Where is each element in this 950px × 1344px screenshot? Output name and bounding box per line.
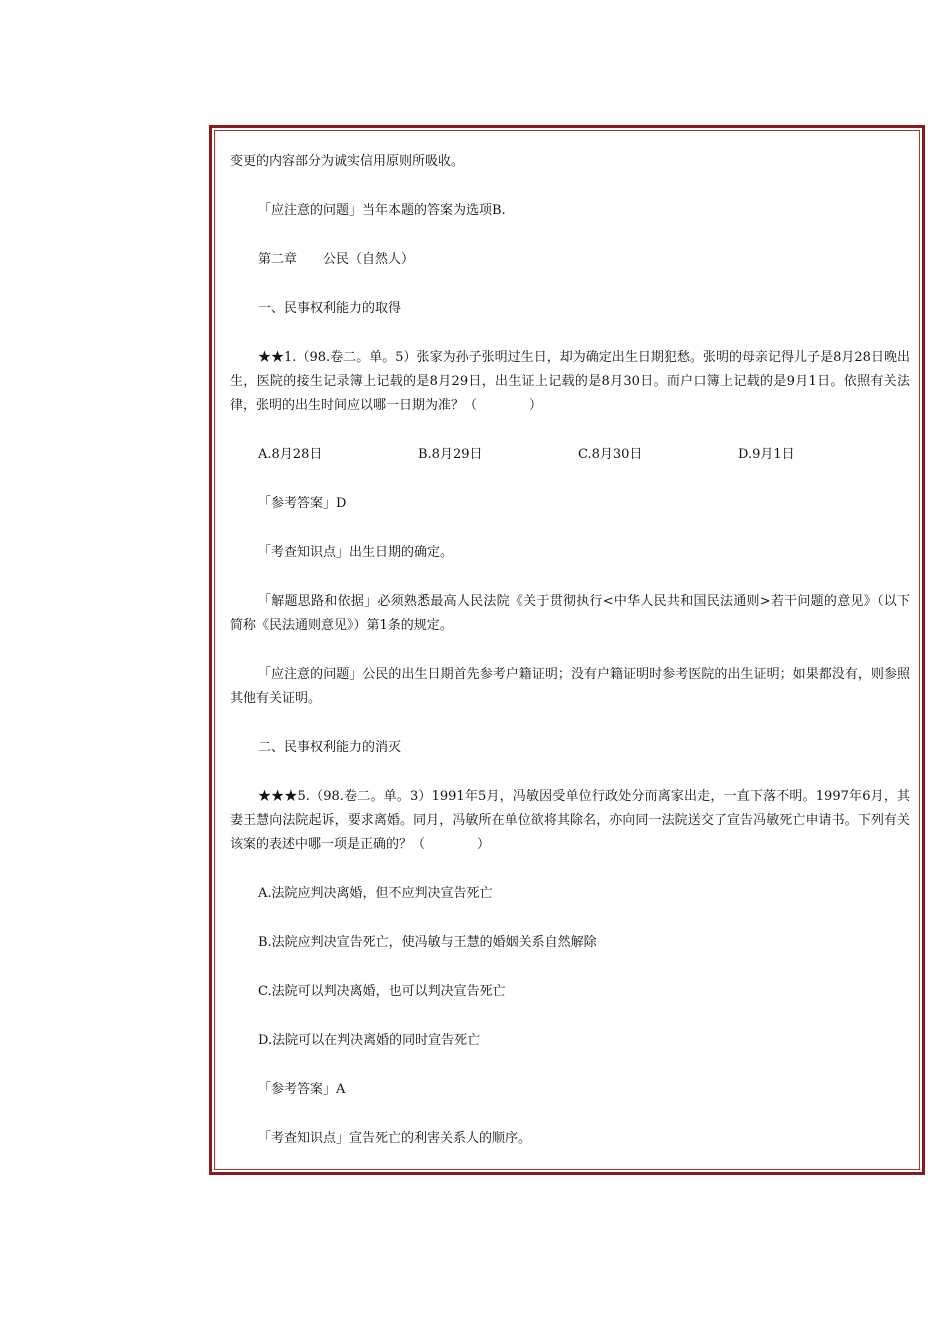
question-1-knowledge-point: 「考查知识点」出生日期的确定。 [258, 545, 454, 560]
section-heading-1: 一、民事权利能力的取得 [258, 301, 402, 316]
question-1: ★★1.（98.卷二。单。5）张家为孙子张明过生日，却为确定出生日期犯愁。张明的母亲记得儿子是8月28日晚出生，医院的接生记录簿上记载的是8月29日，出生证上记载的是8月30日。而户口簿上记载的是9月1日。依照有关法律，张明的出生时间应以哪一日期为准？（ ） [230, 350, 910, 413]
question-5-option-a: A.法院应判决离婚，但不应判决宣告死亡 [258, 886, 493, 901]
question-5-knowledge-point: 「考查知识点」宣告死亡的利害关系人的顺序。 [258, 1131, 532, 1146]
question-5-answer: 「参考答案」A [258, 1082, 346, 1097]
document-content [230, 150, 910, 1176]
question-1-option-b: B.8月29日 [418, 447, 483, 462]
paragraph-intro: 变更的内容部分为诚实信用原则所吸收。 [230, 154, 465, 169]
question-1-option-a: A.8月28日 [258, 447, 323, 462]
question-1-answer: 「参考答案」D [258, 496, 347, 511]
question-1-options [230, 443, 910, 467]
question-1-attention: 「应注意的问题」公民的出生日期首先参考户籍证明；没有户籍证明时参考医院的出生证明；如果都没有，则参照其他有关证明。 [230, 667, 910, 706]
question-1-option-d: D.9月1日 [738, 447, 795, 462]
question-5-option-c: C.法院可以判决离婚，也可以判决宣告死亡 [258, 984, 506, 999]
question-5-option-d: D.法院可以在判决离婚的同时宣告死亡 [258, 1033, 481, 1048]
chapter-heading: 第二章 公民（自然人） [258, 252, 415, 267]
question-1-reasoning: 「解题思路和依据」必须熟悉最高人民法院《关于贯彻执行<中华人民共和国民法通则>若干问题的意见》（以下简称《民法通则意见》）第1条的规定。 [230, 594, 910, 633]
section-heading-2: 二、民事权利能力的消灭 [258, 740, 402, 755]
question-1-option-c: C.8月30日 [578, 447, 643, 462]
note-attention: 「应注意的问题」当年本题的答案为选项B. [258, 203, 506, 218]
question-5-option-b: B.法院应判决宣告死亡，使冯敏与王慧的婚姻关系自然解除 [258, 935, 597, 950]
question-5: ★★★5.（98.卷二。单。3）1991年5月，冯敏因受单位行政处分而离家出走，一直下落不明。1997年6月，其妻王慧向法院起诉，要求离婚。同月，冯敏所在单位欲将其除名，亦向同一法院送交了宣告冯敏死亡申请书。下列有关该案的表述中哪一项是正确的？（ ） [230, 789, 910, 852]
